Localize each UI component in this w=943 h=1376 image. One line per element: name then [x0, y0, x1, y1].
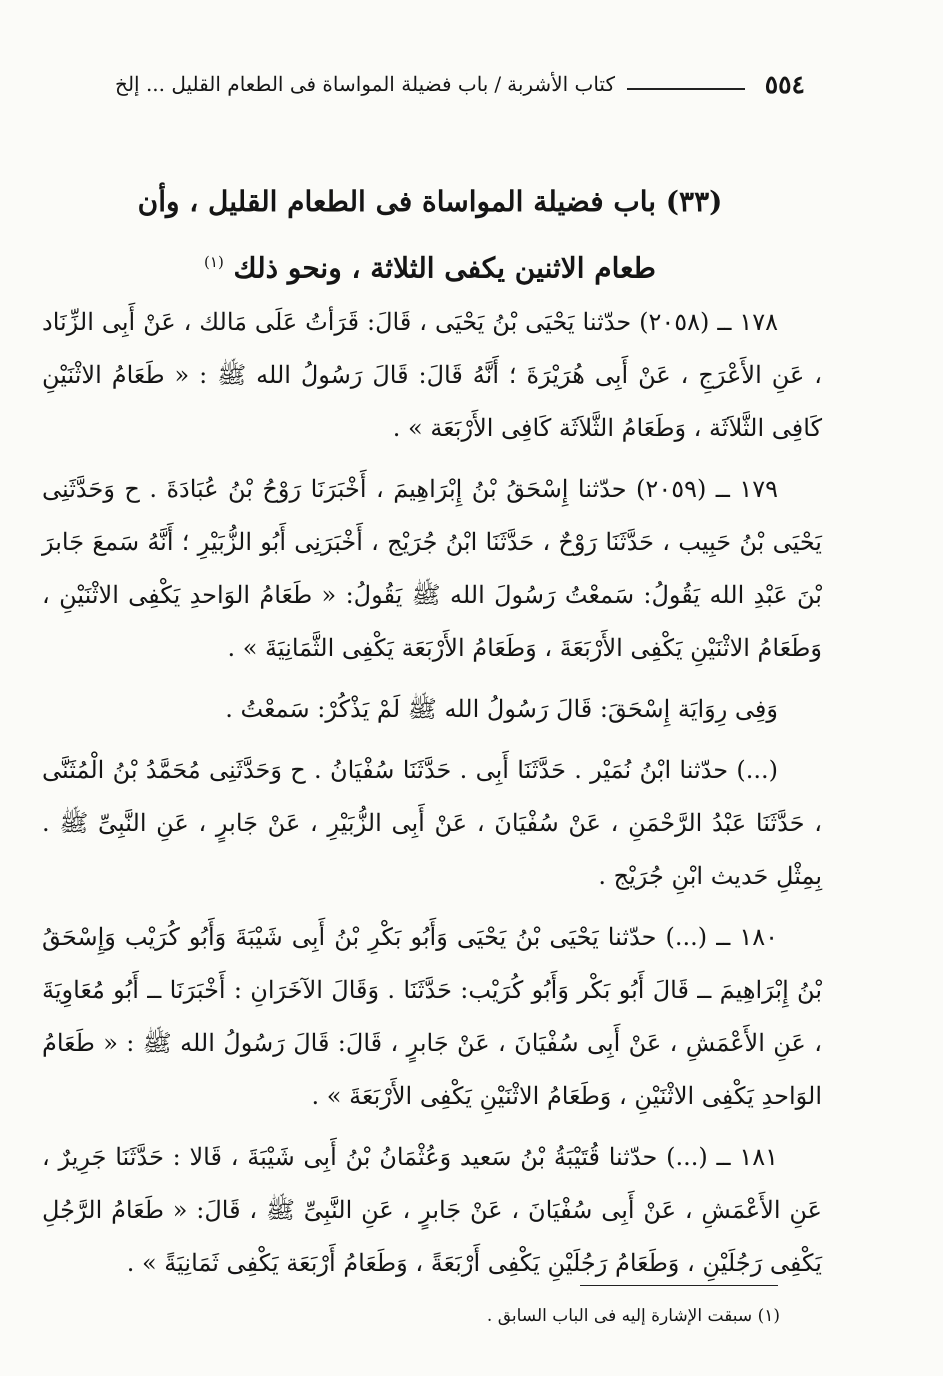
narration-note: وَفِى رِوَايَة إِسْحَقَ: قَالَ رَسُولُ الله ﷺ لَمْ يَذْكُرْ: سَمعْتُ .: [225, 695, 778, 723]
hadith-179: ١٧٩ ــ (٢٠٥٩) حدّثنا إِسْحَقُ بْنُ إِبْرَاهِيمَ ، أَخْبَرَنَا رَوْحُ بْنُ عُبَادَةَ . ح وَحَدَّثَنِى يَحْيَى بْنُ حَبِيب ، حَدَّثَنَا رَوْحٌ ، حَدَّثَنَا ابْنُ جُرَيْج ، أَخْبَرَنِى أَبُو الزُّبَيْرِ ؛ أَنَّهُ سَمعَ جَابرَ بْنَ عَبْدِ الله يَقُولُ: سَمعْتُ رَسُولَ الله ﷺ يَقُولُ: « طَعَامُ الوَاحدِ يَكْفِى الاثْنَيْنِ ، وَطَعَامُ الاثْنَيْنِ يَكْفِى الأَرْبَعَةَ ، وَطَعَامُ الأَرْبَعَة يَكْفِى الثَّمَانِيَةَ » .: [42, 475, 822, 662]
footnote: (١) سبقت الإشارة إليه فى الباب السابق .: [486, 1306, 780, 1326]
hadith-178: ١٧٨ ــ (٢٠٥٨) حدّثنا يَحْيَى بْنُ يَحْيَى ، قَالَ: قَرَأتُ عَلَى مَالك ، عَنْ أَبِى الزِّنَاد ، عَنِ الأَعْرَجِ ، عَنْ أَبِى هُرَيْرَةَ ؛ أَنَّهُ قَالَ: قَالَ رَسُولُ الله ﷺ : « طَعَامُ الاثْنَيْنِ كَافِى الثَّلاَثَة ، وَطَعَامُ الثَّلاَثَة كَافِى الأَرْبَعَة » .: [42, 308, 822, 442]
hadith-180: ١٨٠ ــ (...) حدّثنا يَحْيَى بْنُ يَحْيَى وَأَبُو بَكْرِ بْنُ أَبِى شَيْبَةَ وَأَبُو كُرَيْب وَإِسْحَقُ بْنُ إِبْرَاهِيمَ ــ قَالَ أَبُو بَكْر وَأَبُو كُرَيْب: حَدَّثَنَا . وَقَالَ الآخَرَانِ : أَخْبَرَنَا ــ أَبُو مُعَاوِيَةَ ، عَنِ الأَعْمَشِ ، عَنْ أَبِى سُفْيَانَ ، عَنْ جَابرٍ ، قَالَ: قَالَ رَسُولُ الله ﷺ : « طَعَامُ الوَاحدِ يَكْفِى الاثْنَيْنِ ، وَطَعَامُ الاثْنَيْنِ يَكْفِى الأَرْبَعَةَ » .: [42, 923, 822, 1110]
main-text: [42, 296, 822, 1298]
footnote-reference: (١): [204, 253, 224, 271]
page-number: ٥٥٤: [764, 70, 805, 99]
title-separator: /: [494, 72, 502, 96]
chapter-heading-line-2-text: طعام الاثنين يكفى الثلاثة ، ونحو ذلك: [233, 251, 656, 285]
header-rule: [627, 88, 745, 90]
book-title: كتاب الأشربة: [507, 72, 615, 96]
hadith-179-chain: (...) حدّثنا ابْنُ نُمَيْر . حَدَّثَنَا أَبِى . حَدَّثَنَا سُفْيَانُ . ح وَحَدَّثَنِى مُحَمَّدُ بْنُ الْمُثَنَّى ، حَدَّثَنَا عَبْدُ الرَّحْمَنِ ، عَنْ سُفْيَانَ ، عَنْ أَبِى الزُّبَيْرِ ، عَنْ جَابرٍ ، عَنِ النَّبِىِّ ﷺ . بِمِثْلِ حَديث ابْنِ جُرَيْج .: [42, 756, 822, 890]
running-title: [60, 72, 615, 96]
chapter-heading-line-2: [120, 232, 740, 298]
running-header: [60, 70, 805, 106]
chapter-heading-line-1: (٣٣) باب فضيلة المواساة فى الطعام القليل ، وأن: [137, 185, 723, 218]
chapter-running-title: باب فضيلة المواساة فى الطعام القليل ... إلخ: [115, 72, 489, 96]
chapter-heading: [120, 172, 740, 298]
hadith-181: ١٨١ ــ (...) حدّثنا قُتَيْبَةُ بْنُ سَعيد وَعُثْمَانُ بْنُ أَبِى شَيْبَةَ ، قَالا : حَدَّثَنَا جَرِيرٌ ، عَنِ الأَعْمَشِ ، عَنْ أَبِى سُفْيَانَ ، عَنْ جَابرٍ ، عَنِ النَّبِىِّ ﷺ ، قَالَ: « طَعَامُ الرَّجُلِ يَكْفِى رَجُلَيْنِ ، وَطَعَامُ رَجُلَيْنِ يَكْفِى أَرْبَعَةً ، وَطَعَامُ أَرْبَعَة يَكْفِى ثَمَانِيَةً » .: [42, 1143, 822, 1277]
footnote-divider: [580, 1285, 778, 1286]
